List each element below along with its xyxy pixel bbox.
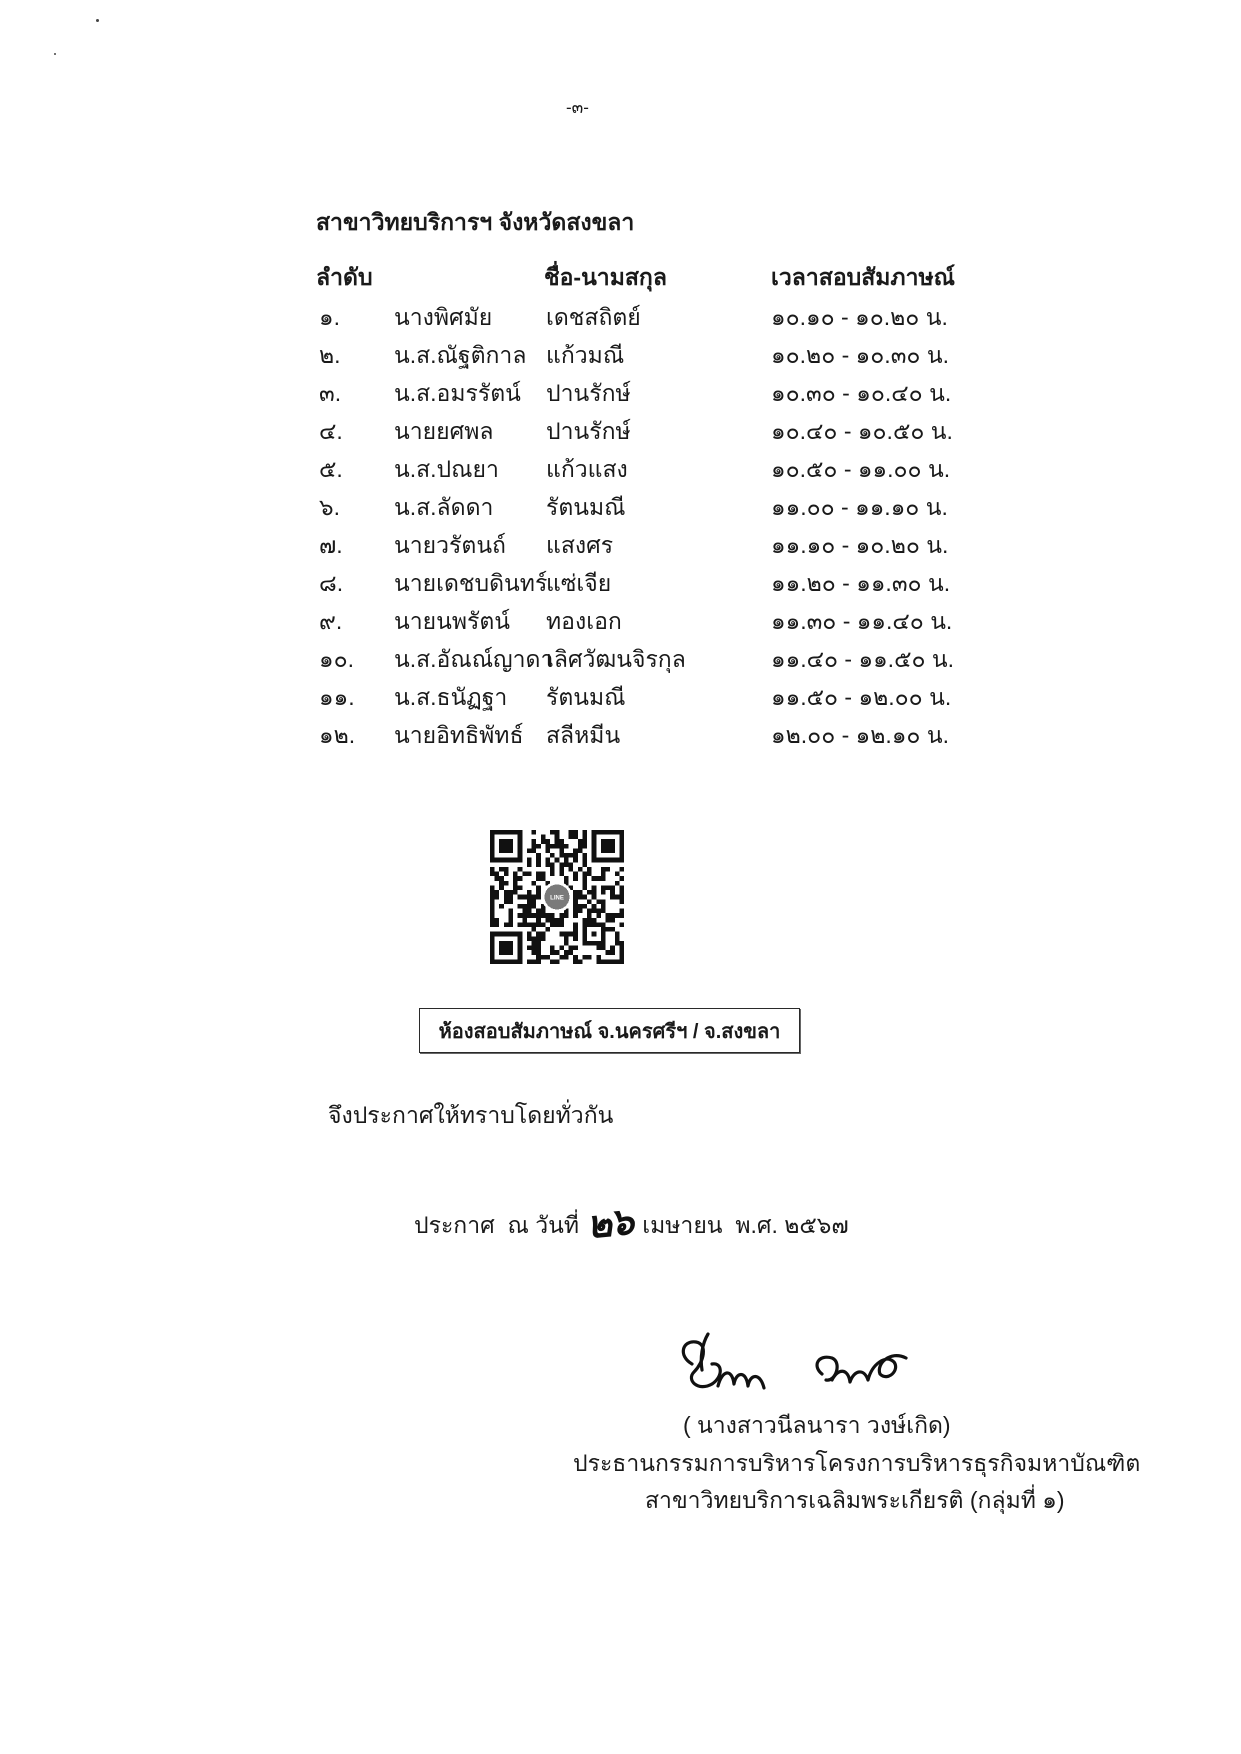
first-name: น.ส.อมรรัตน์ (394, 380, 521, 406)
last-name: สลีหมีน (546, 722, 621, 748)
handwritten-day: ๒๖ (584, 1200, 635, 1247)
qr-finder-top-right (592, 830, 624, 862)
last-name: แก้วมณี (546, 342, 625, 368)
announcement-date (414, 1200, 849, 1248)
scan-speck (54, 53, 56, 55)
schedule-row (316, 336, 1016, 374)
interview-time: ๑๑.๒๐ - ๑๑.๓๐ น. (771, 570, 951, 596)
row-number: ๙. (319, 608, 343, 634)
interview-time: ๑๑.๑๐ - ๑๐.๒๐ น. (771, 532, 949, 558)
first-name: น.ส.ธนัฏฐา (394, 684, 508, 710)
interview-time: ๑๑.๓๐ - ๑๑.๔๐ น. (771, 608, 953, 634)
row-number: ๑๒. (319, 722, 356, 748)
row-number: ๒. (319, 342, 341, 368)
first-name: นายวรัตนถ์ (394, 532, 506, 558)
column-header-name: ชื่อ-นามสกุล (544, 264, 667, 290)
signature (672, 1330, 922, 1402)
row-number: ๘. (319, 570, 344, 596)
first-name: น.ส.ลัดดา (394, 494, 494, 520)
row-number: ๔. (319, 418, 343, 444)
first-name: น.ส.อัณณ์ญาดา (394, 646, 554, 672)
schedule-row (316, 640, 1016, 678)
first-name: น.ส.ปณยา (394, 456, 499, 482)
qr-finder-top-left (490, 830, 522, 862)
last-name: ทองเอก (546, 608, 622, 634)
last-name: แซ่เจีย (546, 570, 612, 596)
last-name: แก้วแสง (546, 456, 628, 482)
last-name: แสงศร (546, 532, 614, 558)
interview-schedule-list (316, 298, 1016, 754)
column-header-time: เวลาสอบสัมภาษณ์ (771, 264, 956, 290)
schedule-row (316, 526, 1016, 564)
interview-time: ๑๐.๒๐ - ๑๐.๓๐ น. (771, 342, 949, 368)
last-name: ปานรักษ์ (546, 380, 631, 406)
section-heading: สาขาวิทยบริการฯ จังหวัดสงขลา (316, 209, 635, 235)
interview-time: ๑๑.๔๐ - ๑๑.๕๐ น. (771, 646, 955, 672)
schedule-row (316, 412, 1016, 450)
qr-alignment-pattern (582, 922, 605, 945)
first-name: นายยศพล (394, 418, 494, 444)
row-number: ๑๐. (319, 646, 355, 672)
qr-finder-bottom-left (490, 932, 522, 964)
schedule-row (316, 450, 1016, 488)
schedule-row (316, 298, 1016, 336)
line-logo (542, 882, 572, 912)
schedule-row (316, 564, 1016, 602)
schedule-row (316, 488, 1016, 526)
signatory-title-line1: ประธานกรรมการบริหารโครงการบริหารธุรกิจมหาบัณฑิต (573, 1450, 1141, 1476)
schedule-row (316, 374, 1016, 412)
closing-statement: จึงประกาศให้ทราบโดยทั่วกัน (328, 1102, 614, 1128)
interview-time: ๑๑.๐๐ - ๑๑.๑๐ น. (771, 494, 948, 520)
page-number: -๓- (566, 98, 589, 117)
schedule-row (316, 716, 1016, 754)
last-name: รัตนมณี (546, 684, 626, 710)
first-name: นายนพรัตน์ (394, 608, 511, 634)
column-header-order: ลำดับ (316, 264, 373, 290)
signatory-name: ( นางสาวนีลนารา วงษ์เกิด) (683, 1412, 951, 1438)
last-name: เลิศวัฒนจิรกุล (546, 646, 686, 672)
first-name: นายอิทธิพัทธ์ (394, 722, 524, 748)
signatory-title-line2: สาขาวิทยบริการเฉลิมพระเกียรติ (กลุ่มที่ ๑) (645, 1487, 1065, 1513)
interview-time: ๑๐.๓๐ - ๑๐.๔๐ น. (771, 380, 952, 406)
row-number: ๕. (319, 456, 343, 482)
interview-room-box: ห้องสอบสัมภาษณ์ จ.นครศรีฯ / จ.สงขลา (419, 1008, 800, 1053)
interview-time: ๑๑.๕๐ - ๑๒.๐๐ น. (771, 684, 952, 710)
row-number: ๓. (319, 380, 342, 406)
last-name: รัตนมณี (546, 494, 626, 520)
announcement-month-year: เมษายน พ.ศ. ๒๕๖๗ (642, 1212, 849, 1238)
interview-time: ๑๒.๐๐ - ๑๒.๑๐ น. (771, 722, 949, 748)
row-number: ๗. (319, 532, 343, 558)
row-number: ๑. (319, 304, 340, 330)
interview-time: ๑๐.๔๐ - ๑๐.๕๐ น. (771, 418, 953, 444)
announcement-prefix: ประกาศ ณ วันที่ (414, 1212, 580, 1238)
schedule-row (316, 678, 1016, 716)
last-name: ปานรักษ์ (546, 418, 631, 444)
line-qr-code (490, 830, 624, 964)
first-name: นายเดชบดินทร์ (394, 570, 548, 596)
line-logo-text: LINE (550, 895, 564, 902)
schedule-row (316, 602, 1016, 640)
interview-time: ๑๐.๕๐ - ๑๑.๐๐ น. (771, 456, 951, 482)
interview-time: ๑๐.๑๐ - ๑๐.๒๐ น. (771, 304, 948, 330)
row-number: ๑๑. (319, 684, 355, 710)
last-name: เดชสถิตย์ (546, 304, 641, 330)
first-name: นางพิศมัย (394, 304, 493, 330)
row-number: ๖. (319, 494, 340, 520)
scan-speck (96, 19, 99, 22)
first-name: น.ส.ณัฐติกาล (394, 342, 527, 368)
